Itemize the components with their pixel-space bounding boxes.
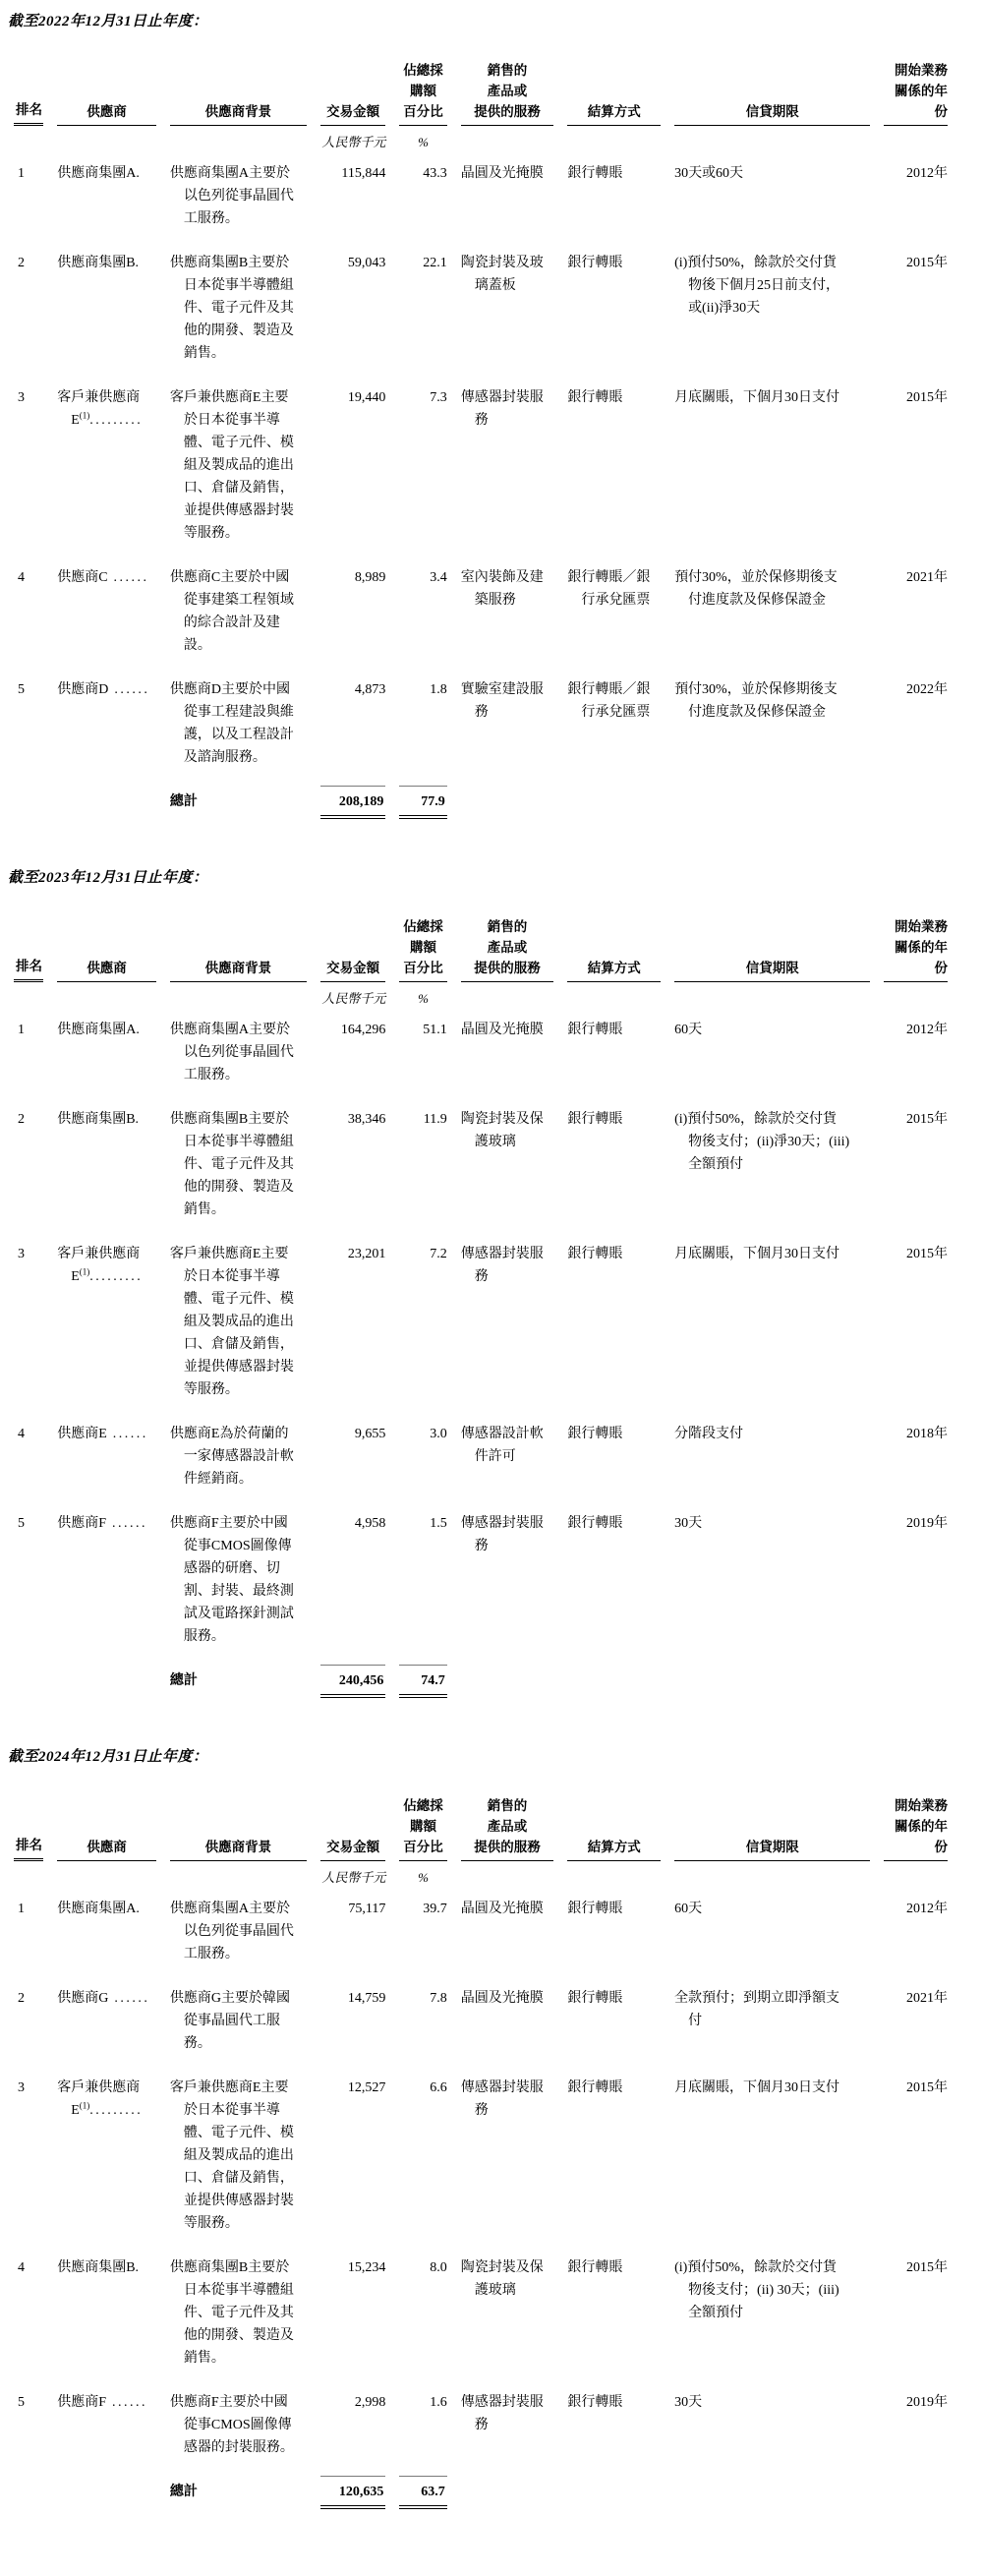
total-row [14,784,948,829]
cell-supplier-name: 客戶兼供應商 E$^{(1)}$......... [57,390,144,428]
col-header-percent: 佔總採購額 百分比 [399,916,446,982]
unit-currency: 人民幣千元 [321,1870,386,1885]
col-header-rank: 排名 [14,916,43,982]
cell-settlement-method: 銀行轉賬 [567,1247,623,1261]
cell-relationship-year: 2015年 [906,256,948,270]
cell-products-services: 傳感器封裝服 務 [460,1516,544,1553]
top-suppliers-table-2022 [0,60,961,829]
cell-supplier-name: 供應商F ...... [57,2395,147,2410]
cell-products-services: 陶瓷封裝及保 護玻璃 [460,2260,544,2298]
cell-settlement-method: 銀行轉賬 [567,1112,623,1127]
unit-currency: 人民幣千元 [321,135,386,149]
cell-settlement-method: 銀行轉賬 [567,1427,623,1441]
cell-purchase-percent: 22.1 [423,256,447,270]
cell-credit-terms: 分階段支付 [674,1427,744,1441]
supplier-row [14,559,948,672]
cell-purchase-percent: 7.2 [430,1247,447,1261]
cell-relationship-year: 2015年 [906,1247,948,1261]
cell-purchase-percent: 1.5 [430,1516,447,1531]
cell-rank: 4 [18,1427,25,1441]
cell-purchase-percent: 1.6 [430,2395,447,2410]
supplier-row [14,1101,948,1236]
cell-supplier-name: 客戶兼供應商 E$^{(1)}$......... [57,1247,144,1284]
cell-supplier-background: 客戶兼供應商E主要 於日本從事半導 體、電子元件、模 組及製成品的進出 口、倉儲及銷售， 並提供傳感器封裝 等服務。 [169,390,294,541]
cell-supplier-name: 供應商集團B. [57,2260,140,2275]
cell-rank: 3 [18,390,25,405]
total-amount: 208,189 [320,786,385,819]
cell-transaction-amount: 4,873 [354,682,386,697]
cell-supplier-name: 供應商D ...... [57,682,150,697]
col-header-credit: 信貸期限 [674,60,870,126]
supplier-row [14,2250,948,2384]
table-body [14,1012,948,1663]
cell-transaction-amount: 115,844 [341,166,386,181]
cell-products-services: 實驗室建設服 務 [460,682,544,720]
cell-rank: 2 [18,1112,25,1127]
col-header-settlement: 結算方式 [567,916,661,982]
unit-currency: 人民幣千元 [321,991,386,1006]
total-row [14,1663,948,1708]
cell-supplier-background: 供應商F主要於中國 從事CMOS圖像傳 感器的封裝服務。 [169,2395,294,2455]
cell-settlement-method: 銀行轉賬 [567,2395,623,2410]
cell-supplier-name: 客戶兼供應商 E$^{(1)}$......... [57,2080,144,2118]
cell-supplier-name: 供應商集團A. [57,1023,140,1037]
cell-supplier-name: 供應商G ...... [57,1991,150,2006]
total-amount: 120,635 [320,2476,385,2509]
cell-credit-terms: 30天 [674,1516,703,1531]
cell-credit-terms: 月底關賬，下個月30日支付 [674,390,840,405]
cell-settlement-method: 銀行轉賬 [567,166,623,181]
col-header-supplier: 供應商 [57,1795,156,1861]
col-header-amount: 交易金額 [320,1795,385,1861]
cell-supplier-background: 供應商G主要於韓國 從事晶圓代工服 務。 [169,1991,291,2051]
cell-rank: 5 [18,682,25,697]
cell-credit-terms: 月底關賬，下個月30日支付 [674,2080,840,2095]
cell-credit-terms: 60天 [674,1902,703,1916]
cell-relationship-year: 2021年 [906,1991,948,2006]
col-header-settlement: 結算方式 [567,60,661,126]
year-section-2024 [8,1741,973,2519]
cell-rank: 5 [18,1516,25,1531]
cell-credit-terms: (i)預付50%，餘款於交付貨 物後支付；(ii) 30天；(iii) 全額預付 [674,2260,839,2320]
cell-relationship-year: 2015年 [906,1112,948,1127]
cell-supplier-background: 客戶兼供應商E主要 於日本從事半導 體、電子元件、模 組及製成品的進出 口、倉儲及銷售， 並提供傳感器封裝 等服務。 [169,1247,294,1397]
total-percent: 74.7 [399,1665,446,1698]
col-header-settlement: 結算方式 [567,1795,661,1861]
cell-transaction-amount: 75,117 [348,1902,386,1916]
supplier-row [14,2070,948,2250]
cell-credit-terms: 全款預付；到期立即淨額支 付 [674,1991,840,2028]
cell-rank: 3 [18,1247,25,1261]
cell-supplier-background: 供應商集團A主要於 以色列從事晶圓代 工服務。 [169,166,294,226]
cell-rank: 1 [18,166,25,181]
col-header-credit: 信貸期限 [674,916,870,982]
cell-rank: 4 [18,570,25,585]
cell-credit-terms: 月底關賬，下個月30日支付 [674,1247,840,1261]
cell-supplier-background: 供應商C主要於中國 從事建築工程領域 的綜合設計及建 設。 [169,570,294,653]
col-header-percent: 佔總採購額 百分比 [399,1795,446,1861]
cell-credit-terms: 30天 [674,2395,703,2410]
cell-relationship-year: 2019年 [906,2395,948,2410]
supplier-row [14,245,948,380]
cell-relationship-year: 2015年 [906,390,948,405]
unit-percent: % [418,135,429,149]
cell-supplier-background: 客戶兼供應商E主要 於日本從事半導 體、電子元件、模 組及製成品的進出 口、倉儲及銷售， 並提供傳感器封裝 等服務。 [169,2080,294,2231]
cell-settlement-method: 銀行轉賬 [567,1516,623,1531]
cell-relationship-year: 2015年 [906,2260,948,2275]
cell-transaction-amount: 38,346 [347,1112,386,1127]
cell-rank: 4 [18,2260,25,2275]
col-header-supplier: 供應商 [57,60,156,126]
col-header-rank: 排名 [14,1795,43,1861]
supplier-row [14,1416,948,1505]
cell-purchase-percent: 7.8 [430,1991,447,2006]
col-header-background: 供應商背景 [170,1795,307,1861]
cell-rank: 3 [18,2080,25,2095]
total-label: 總計 [169,794,198,809]
cell-relationship-year: 2015年 [906,2080,948,2095]
cell-relationship-year: 2019年 [906,1516,948,1531]
cell-purchase-percent: 43.3 [423,166,447,181]
cell-settlement-method: 銀行轉賬 [567,1902,623,1916]
col-header-amount: 交易金額 [320,916,385,982]
cell-transaction-amount: 8,989 [354,570,386,585]
cell-supplier-name: 供應商C ...... [57,570,149,585]
cell-transaction-amount: 23,201 [347,1247,386,1261]
cell-products-services: 傳感器封裝服 務 [460,390,544,428]
cell-products-services: 晶圓及光掩膜 [460,1023,544,1037]
cell-settlement-method: 銀行轉賬 [567,2260,623,2275]
cell-transaction-amount: 19,440 [347,390,386,405]
col-header-products: 銷售的 產品或 提供的服務 [461,1795,554,1861]
col-header-supplier: 供應商 [57,916,156,982]
cell-supplier-background: 供應商集團A主要於 以色列從事晶圓代 工服務。 [169,1023,294,1083]
cell-relationship-year: 2018年 [906,1427,948,1441]
cell-products-services: 晶圓及光掩膜 [460,1902,544,1916]
cell-transaction-amount: 12,527 [347,2080,386,2095]
unit-percent: % [418,991,429,1006]
cell-transaction-amount: 4,958 [354,1516,386,1531]
cell-transaction-amount: 2,998 [354,2395,386,2410]
cell-transaction-amount: 14,759 [347,1991,386,2006]
cell-credit-terms: 60天 [674,1023,703,1037]
cell-relationship-year: 2012年 [906,166,948,181]
col-header-background: 供應商背景 [170,916,307,982]
cell-relationship-year: 2012年 [906,1902,948,1916]
total-percent: 77.9 [399,786,446,819]
col-header-products: 銷售的 產品或 提供的服務 [461,916,554,982]
col-header-rank: 排名 [14,60,43,126]
cell-relationship-year: 2021年 [906,570,948,585]
supplier-row [14,672,948,784]
cell-products-services: 傳感器封裝服 務 [460,1247,544,1284]
cell-products-services: 傳感器封裝服 務 [460,2080,544,2118]
table-body [14,1891,948,2474]
col-header-year: 開始業務 關係的年份 [884,1795,948,1861]
cell-supplier-name: 供應商F ...... [57,1516,147,1531]
year-section-2023 [8,862,973,1708]
cell-products-services: 晶圓及光掩膜 [460,166,544,181]
cell-supplier-name: 供應商集團B. [57,1112,140,1127]
cell-purchase-percent: 11.9 [423,1112,447,1127]
cell-products-services: 陶瓷封裝及保 護玻璃 [460,1112,544,1149]
col-header-amount: 交易金額 [320,60,385,126]
supplier-row [14,1891,948,1980]
supplier-row [14,155,948,245]
col-header-background: 供應商背景 [170,60,307,126]
cell-products-services: 傳感器設計軟 件許可 [460,1427,544,1464]
cell-credit-terms: 30天或60天 [674,166,744,181]
cell-settlement-method: 銀行轉賬／銀 行承兌匯票 [567,570,651,608]
col-header-products: 銷售的 產品或 提供的服務 [461,60,554,126]
cell-supplier-background: 供應商集團B主要於 日本從事半導體組 件、電子元件及其 他的開發、製造及 銷售。 [169,256,294,361]
cell-rank: 1 [18,1902,25,1916]
cell-transaction-amount: 164,296 [340,1023,386,1037]
total-percent: 63.7 [399,2476,446,2509]
cell-supplier-background: 供應商集團B主要於 日本從事半導體組 件、電子元件及其 他的開發、製造及 銷售。 [169,1112,294,1217]
cell-purchase-percent: 51.1 [423,1023,447,1037]
cell-products-services: 陶瓷封裝及玻 璃蓋板 [460,256,544,293]
cell-supplier-background: 供應商F主要於中國 從事CMOS圖像傳 感器的研磨、切 割、封裝、最終測 試及電路探針測試 服務。 [169,1516,294,1644]
unit-percent: % [418,1870,429,1885]
cell-credit-terms: 預付30%，並於保修期後支 付進度款及保修保證金 [674,682,838,720]
cell-supplier-name: 供應商集團B. [57,256,140,270]
cell-settlement-method: 銀行轉賬 [567,1023,623,1037]
top-suppliers-table-2023 [0,916,961,1708]
cell-supplier-name: 供應商E ...... [57,1427,148,1441]
cell-supplier-name: 供應商集團A. [57,166,140,181]
col-header-percent: 佔總採購額 百分比 [399,60,446,126]
cell-settlement-method: 銀行轉賬 [567,390,623,405]
cell-transaction-amount: 15,234 [347,2260,386,2275]
cell-supplier-background: 供應商E為於荷蘭的 一家傳感器設計軟 件經銷商。 [169,1427,294,1487]
total-row [14,2474,948,2519]
col-header-credit: 信貸期限 [674,1795,870,1861]
cell-transaction-amount: 9,655 [354,1427,386,1441]
cell-transaction-amount: 59,043 [347,256,386,270]
cell-credit-terms: (i)預付50%，餘款於交付貨 物後支付；(ii)淨30天；(iii) 全額預付 [674,1112,850,1172]
cell-purchase-percent: 6.6 [430,2080,447,2095]
total-amount: 240,456 [320,1665,385,1698]
total-label: 總計 [169,2485,198,2499]
col-header-year: 開始業務 關係的年份 [884,60,948,126]
supplier-row [14,2384,948,2474]
supplier-row [14,1236,948,1416]
cell-purchase-percent: 3.0 [430,1427,447,1441]
cell-purchase-percent: 39.7 [423,1902,447,1916]
year-section-2022 [8,6,973,829]
cell-supplier-background: 供應商集團B主要於 日本從事半導體組 件、電子元件及其 他的開發、製造及 銷售。 [169,2260,294,2366]
total-label: 總計 [169,1673,198,1688]
cell-purchase-percent: 8.0 [430,2260,447,2275]
cell-rank: 1 [18,1023,25,1037]
cell-supplier-name: 供應商集團A. [57,1902,140,1916]
supplier-row [14,1505,948,1663]
cell-purchase-percent: 1.8 [430,682,447,697]
section-title: 截至2024年12月31日止年度： [8,1749,208,1765]
section-title: 截至2022年12月31日止年度： [8,14,208,29]
cell-settlement-method: 銀行轉賬 [567,256,623,270]
cell-rank: 2 [18,256,25,270]
cell-purchase-percent: 7.3 [430,390,447,405]
cell-credit-terms: (i)預付50%，餘款於交付貨 物後下個月25日前支付， 或(ii)淨30天 [674,256,840,316]
cell-rank: 5 [18,2395,25,2410]
cell-products-services: 晶圓及光掩膜 [460,1991,544,2006]
cell-products-services: 傳感器封裝服 務 [460,2395,544,2432]
supplier-row [14,1012,948,1101]
cell-relationship-year: 2012年 [906,1023,948,1037]
col-header-year: 開始業務 關係的年份 [884,916,948,982]
cell-products-services: 室內裝飾及建 築服務 [460,570,544,608]
cell-settlement-method: 銀行轉賬／銀 行承兌匯票 [567,682,651,720]
cell-settlement-method: 銀行轉賬 [567,2080,623,2095]
cell-supplier-background: 供應商集團A主要於 以色列從事晶圓代 工服務。 [169,1902,294,1961]
cell-supplier-background: 供應商D主要於中國 從事工程建設與維 護，以及工程設計 及諮詢服務。 [169,682,294,765]
cell-credit-terms: 預付30%，並於保修期後支 付進度款及保修保證金 [674,570,838,608]
section-title: 截至2023年12月31日止年度： [8,870,208,886]
cell-settlement-method: 銀行轉賬 [567,1991,623,2006]
supplier-row [14,380,948,559]
cell-purchase-percent: 3.4 [430,570,447,585]
supplier-row [14,1980,948,2070]
table-body [14,155,948,784]
cell-rank: 2 [18,1991,25,2006]
cell-relationship-year: 2022年 [906,682,948,697]
